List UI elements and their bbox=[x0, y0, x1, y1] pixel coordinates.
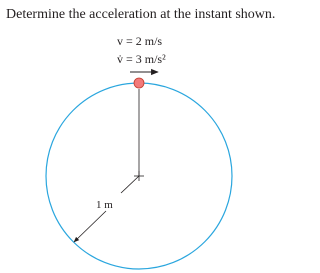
speed-rate-label: v̇ = 3 m/s² bbox=[117, 52, 166, 66]
particle bbox=[134, 78, 144, 88]
radius-dimension-upper bbox=[121, 176, 139, 193]
radius-label: 1 m bbox=[96, 199, 113, 211]
speed-label: v = 2 m/s bbox=[117, 34, 163, 48]
radius-dimension-lower bbox=[74, 211, 106, 242]
problem-prompt: Determine the acceleration at the instant shown. bbox=[6, 7, 276, 22]
